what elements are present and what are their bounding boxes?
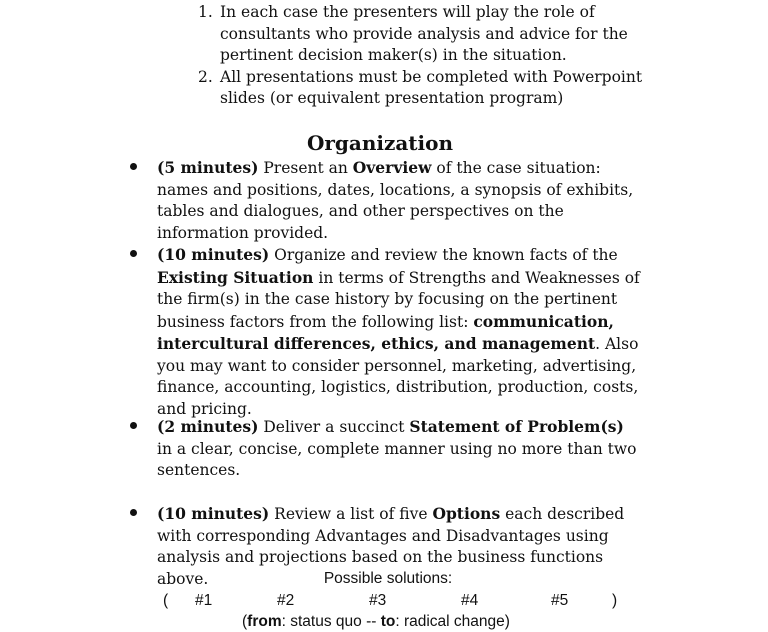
bullet-text: Present an [258, 159, 353, 177]
solution-item: #3 [369, 592, 387, 609]
range-to-label: to [380, 613, 396, 630]
range-from-label: from [247, 613, 282, 630]
bullet-text: Review a list of five [269, 505, 433, 523]
bullet-text: Organize and review the known facts of the [269, 246, 618, 264]
solutions-range [242, 611, 510, 632]
bullet-overview [157, 157, 652, 244]
solution-item: #2 [277, 592, 295, 609]
solution-item: #5 [551, 592, 569, 609]
bullet-text: of the case situation: names and positions, dates, locations, a synopsis of exhibits, tables and dialogues, and other perspectives on the information provided. [157, 159, 634, 242]
bullet-dot [130, 509, 137, 516]
item-line: All presentations must be completed with Powerpoint [220, 67, 643, 86]
numbered-item-2 [190, 67, 650, 110]
range-text: ( [242, 613, 248, 630]
bullet-dot [130, 422, 137, 429]
range-text: : status quo -- [281, 613, 381, 630]
solution-item: #1 [195, 592, 213, 609]
item-line: consultants who provide analysis and advice for the [220, 24, 628, 43]
item-line: slides (or equivalent presentation program) [220, 89, 564, 107]
solutions-open-paren: ( [163, 592, 169, 609]
keyword: Existing Situation [157, 267, 314, 287]
time-label: (10 minutes) [157, 245, 270, 264]
item-number: 2. [198, 67, 213, 86]
keyword: communication, intercultural differences, ethics, and management [157, 311, 614, 353]
keyword: Overview [352, 158, 432, 177]
bullet-text: in terms of Strengths and Weaknesses of the firm(s) in the case history by focusing on the pertinent business factors from the following list: [157, 268, 640, 331]
bullet-text: . Also you may want to consider personnel, marketing, advertising, finance, accounting, logistics, distribution, production, costs, and pricing. [157, 335, 639, 418]
section-heading: Organization [306, 131, 454, 155]
bullet-text: each described with corresponding Advantages and Disadvantages using analysis and projections based on the business functions above. [157, 505, 625, 588]
time-label: (2 minutes) [157, 417, 259, 436]
time-label: (10 minutes) [157, 504, 270, 523]
bullet-dot [130, 163, 137, 170]
bullet-problem-statement [157, 416, 642, 482]
bullet-existing-situation [157, 244, 652, 420]
solutions-label: Possible solutions: [323, 570, 453, 587]
range-text: : radical change) [395, 613, 510, 630]
solutions-row [0, 590, 768, 611]
keyword: Statement of Problem(s) [409, 417, 624, 436]
solution-item: #4 [461, 592, 479, 609]
solutions-close-paren: ) [612, 592, 618, 609]
item-line: In each case the presenters will play the role of [220, 3, 595, 21]
numbered-list [190, 2, 650, 110]
numbered-item-1 [190, 2, 650, 67]
bullet-text: in a clear, concise, complete manner using no more than two sentences. [157, 439, 637, 479]
time-label: (5 minutes) [157, 158, 259, 177]
bullet-text: Deliver a succinct [258, 418, 410, 436]
keyword: Options [432, 504, 501, 523]
bullet-dot [130, 250, 137, 257]
item-line: pertinent decision maker(s) in the situation. [220, 46, 567, 64]
item-number: 1. [198, 3, 213, 21]
